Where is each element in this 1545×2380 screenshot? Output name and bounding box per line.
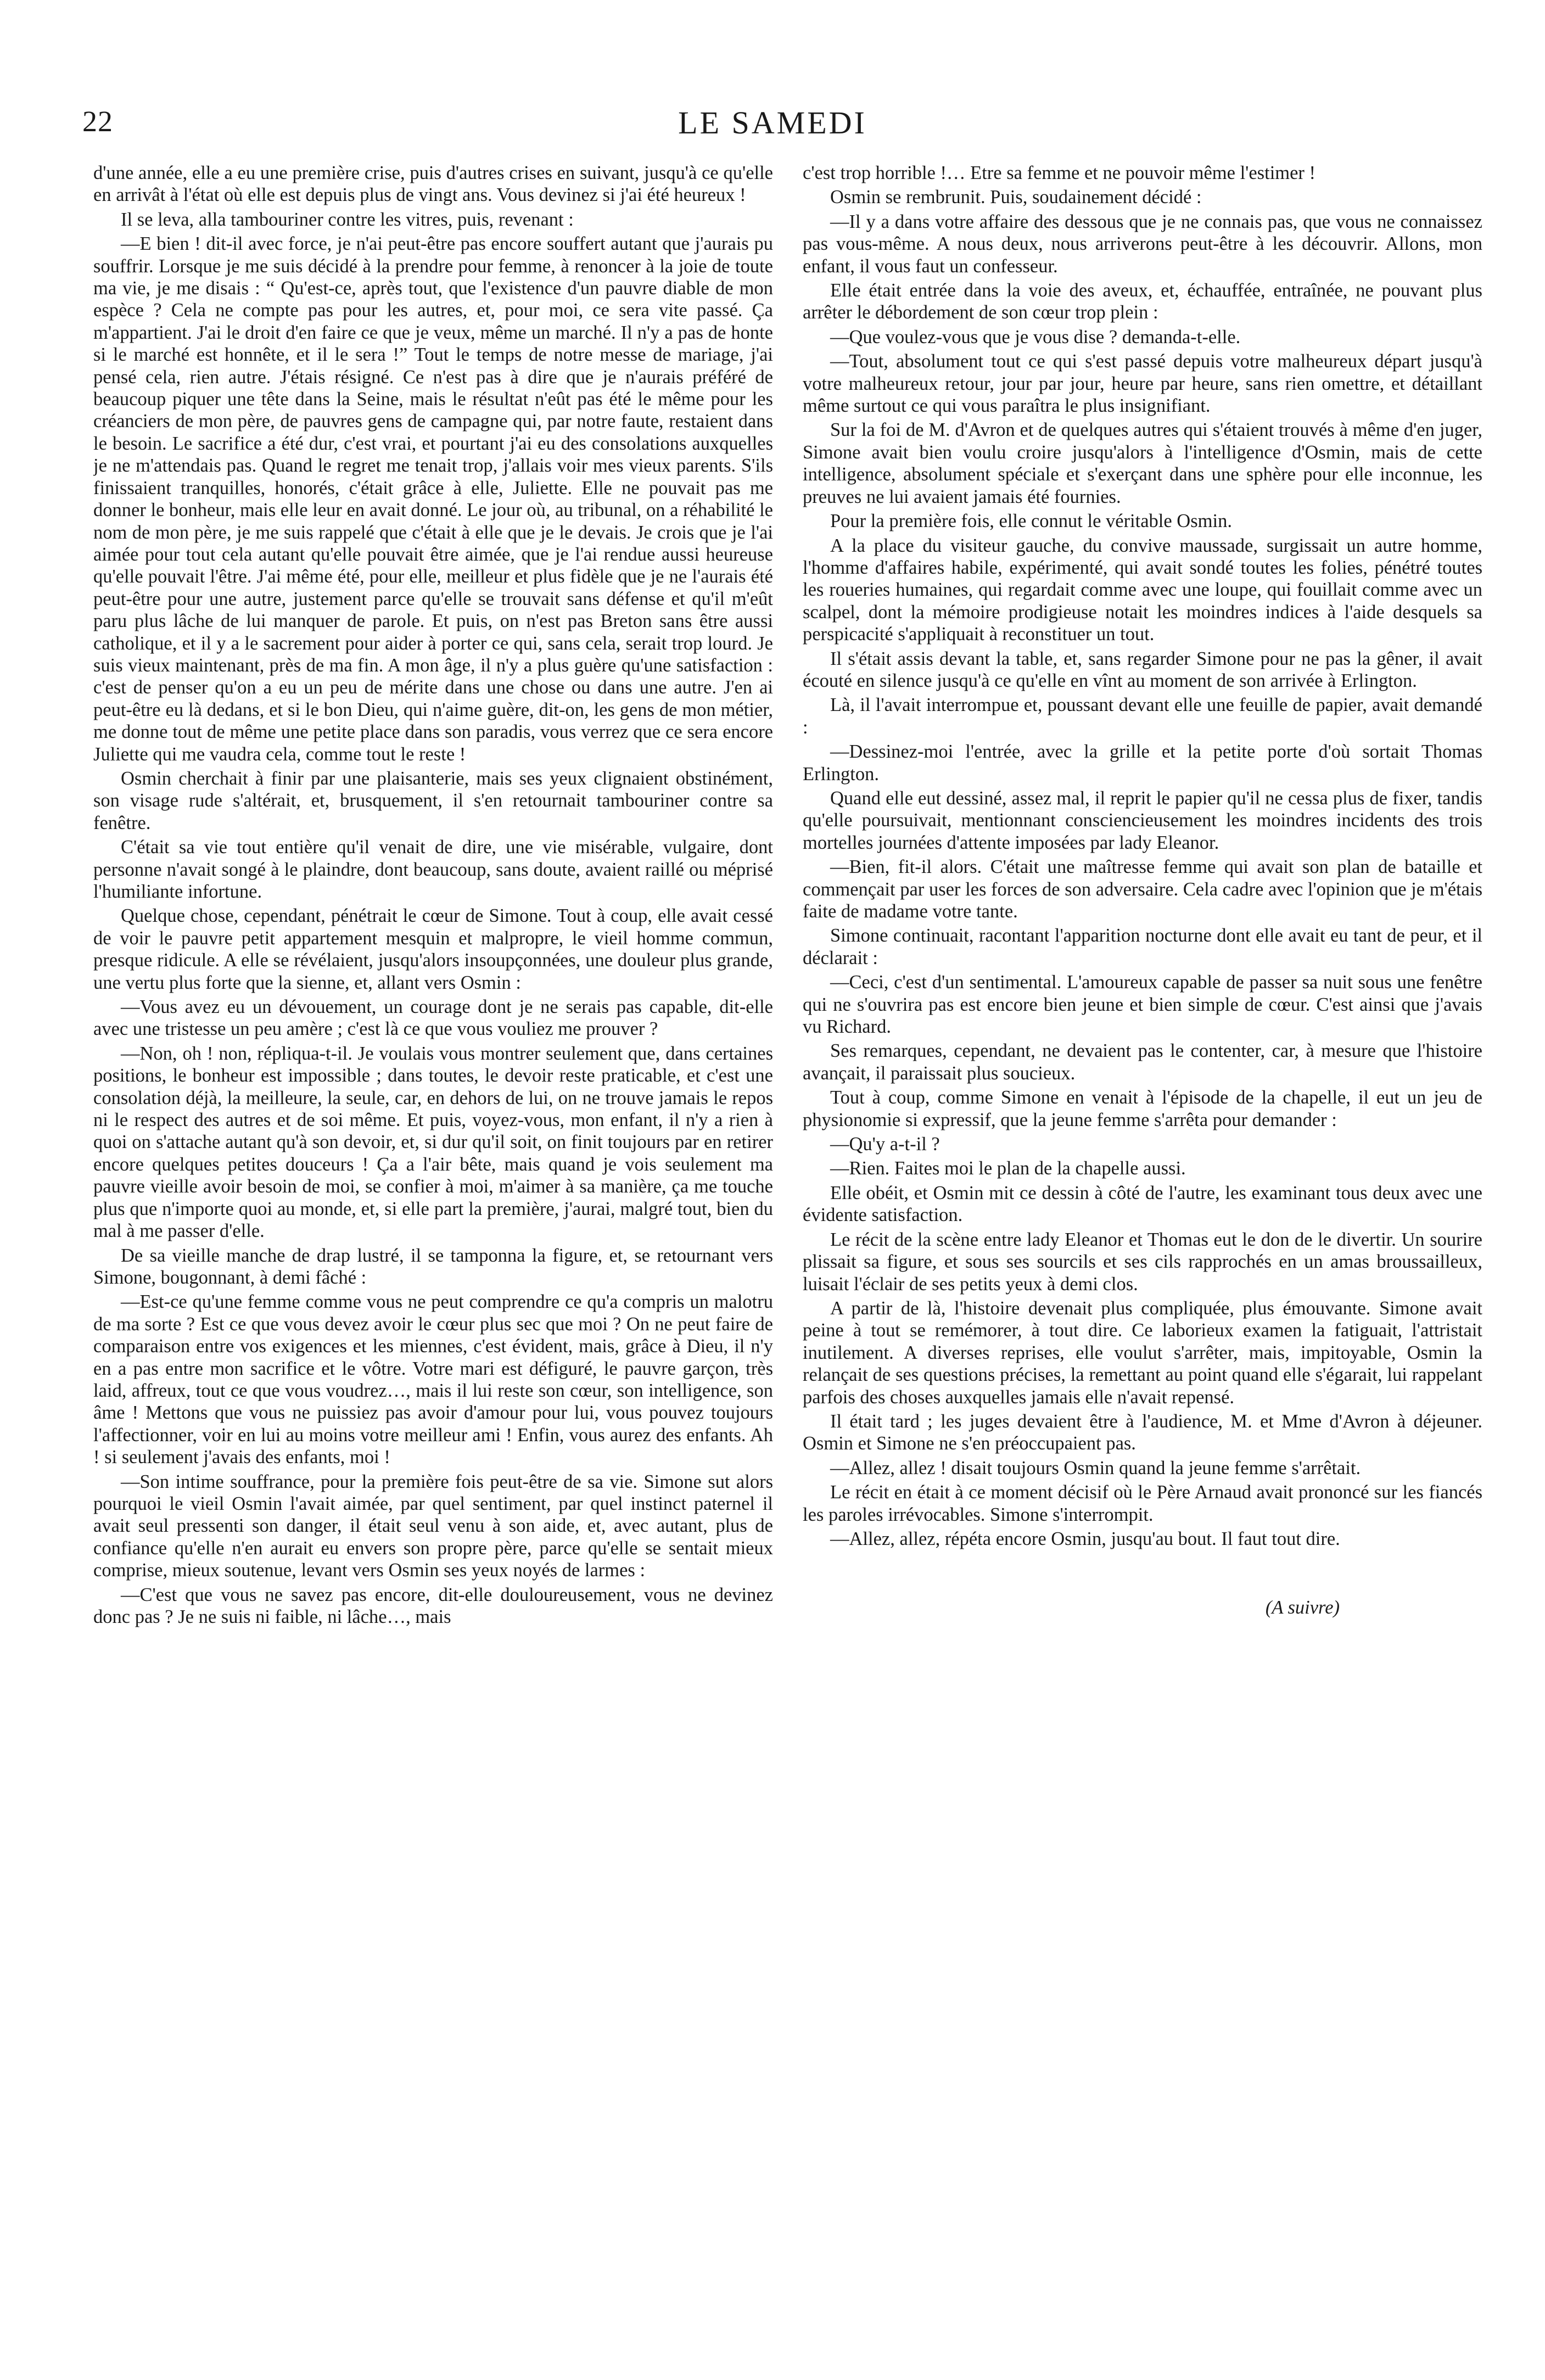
- paragraph: Pour la première fois, elle connut le véritable Osmin.: [830, 511, 1232, 532]
- paragraph: —Vous avez eu un dévouement, un courage dont je ne serais pas capable, dit-elle avec une tristesse un peu amère ; c'est là ce que vous vouliez me prouver ?: [93, 996, 773, 1040]
- paragraph: Là, il l'avait interrompue et, poussant devant elle une feuille de papier, avait demandé :: [803, 695, 1482, 738]
- paragraph: Elle était entrée dans la voie des aveux, et, échauffée, entraînée, ne pouvant plus arrêter le débordement de son cœur trop plein :: [803, 280, 1482, 323]
- paragraph: —Qu'y a-t-il ?: [830, 1134, 940, 1155]
- page-number: 22: [82, 105, 113, 138]
- paragraph: A partir de là, l'histoire devenait plus compliquée, plus émouvante. Simone avait peine à tout se remémorer, à tout dire. Ce laborieux examen la fatiguait, l'attristait inutilement. A diverses reprises, elle voulut s'arrêter, mais, impitoyable, Osmin la relançait de ses questions précises, la remettant au point quand elle s'égarait, lui rappelant parfois des choses auxquelles jamais elle n'avait repensé.: [803, 1297, 1482, 1408]
- paragraph: Le récit de la scène entre lady Eleanor et Thomas eut le don de le divertir. Un sourire plissait sa figure, et sous ses sourcils et ses cils rapprochés en un amas broussailleux, luisait l'éclair de ses petits yeux à demi clos.: [803, 1229, 1482, 1295]
- left-column: [93, 162, 773, 2331]
- paragraph: —Il y a dans votre affaire des dessous que je ne connais pas, que vous ne connaissez pas vous-même. A nous deux, nous arriverons peut-être à les découvrir. Allons, mon enfant, il vous faut un confesseur.: [803, 211, 1482, 277]
- paragraph: —Bien, fit-il alors. C'était une maîtresse femme qui avait son plan de bataille et commençait par user les forces de son adversaire. Cela cadre avec l'opinion que je m'étais faite de madame votre tante.: [803, 856, 1482, 922]
- paragraph: Osmin cherchait à finir par une plaisanterie, mais ses yeux clignaient obstinément, son visage rude s'altérait, et, brusquement, il s'en retournait tambouriner contre sa fenêtre.: [93, 768, 773, 833]
- paragraph: c'est trop horrible !… Etre sa femme et ne pouvoir même l'estimer !: [803, 163, 1316, 183]
- paragraph: d'une année, elle a eu une première crise, puis d'autres crises en suivant, jusqu'à ce qu'elle en arrivât à l'état où elle est depuis plus de vingt ans. Vous devinez si j'ai été heureux !: [93, 163, 773, 206]
- paragraph: —Non, oh ! non, répliqua-t-il. Je voulais vous montrer seulement que, dans certaines positions, le bonheur est impossible ; dans toutes, le devoir reste praticable, et c'est une consolation déjà, la meilleure, la seule, car, en dehors de lui, on ne trouve jamais le repos ni le respect des autres et de soi même. Et puis, voyez-vous, mon enfant, il n'y a rien à quoi on s'attache autant qu'à son devoir, et, si dur qu'il soit, on finit toujours par en retirer encore quelques petites douceurs ! Ça a l'air bête, mais quand je vois seulement ma pauvre vieille avoir besoin de moi, se confier à moi, m'aimer à sa manière, ça me touche plus que n'importe quoi au monde, et, si elle part la première, j'aurai, malgré tout, bien du mal à me passer d'elle.: [93, 1043, 773, 1242]
- paragraph: C'était sa vie tout entière qu'il venait de dire, une vie misérable, vulgaire, dont personne n'avait songé à le plaindre, dont beaucoup, sans doute, avaient raillé ou méprisé l'humiliante infortune.: [93, 837, 773, 902]
- paragraph: Osmin se rembrunit. Puis, soudainement décidé :: [830, 187, 1202, 208]
- page-header: [82, 104, 1463, 154]
- to-be-continued: (A suivre): [1265, 1597, 1340, 1619]
- paragraph: Quand elle eut dessiné, assez mal, il reprit le papier qu'il ne cessa plus de fixer, tandis qu'elle poursuivait, mentionnant consciencieusement les moindres incidents des trois mortelles journées d'attente imposées par lady Eleanor.: [803, 787, 1482, 853]
- paragraph: Tout à coup, comme Simone en venait à l'épisode de la chapelle, il eut un jeu de physionomie si expressif, que la jeune femme s'arrêta pour demander :: [803, 1087, 1482, 1130]
- paragraph: Sur la foi de M. d'Avron et de quelques autres qui s'étaient trouvés à même d'en juger, Simone avait bien voulu croire jusqu'alors à l'intelligence d'Osmin, mais de cette intelligence, absolument spéciale et s'exerçant dans une sphère pour elle inconnue, les preuves ne lui avaient jamais été fournies.: [803, 419, 1482, 507]
- paragraph: Il s'était assis devant la table, et, sans regarder Simone pour ne pas la gêner, il avait écouté en silence jusqu'à ce qu'elle en vînt au moment de son arrivée à Erlington.: [803, 648, 1482, 691]
- paragraph: —Que voulez-vous que je vous dise ? demanda-t-elle.: [830, 326, 1241, 348]
- paragraph: —Tout, absolument tout ce qui s'est passé depuis votre malheureux départ jusqu'à votre malheureux retour, jour par jour, heure par heure, sans rien omettre, et détaillant même surtout ce qui vous paraîtra le plus insignifiant.: [803, 351, 1482, 417]
- paragraph: —Ceci, c'est d'un sentimental. L'amoureux capable de passer sa nuit sous une fenêtre qui ne s'ouvrira pas est encore bien jeune et bien simple de cœur. C'est ainsi que j'avais vu Richard.: [803, 972, 1482, 1038]
- paragraph: —C'est que vous ne savez pas encore, dit-elle douloureusement, vous ne devinez donc pas ? Je ne suis ni faible, ni lâche…, mais: [93, 1584, 773, 1627]
- paragraph: Le récit en était à ce moment décisif où le Père Arnaud avait prononcé sur les fiancés les paroles irrévocables. Simone s'interrompit.: [803, 1482, 1482, 1525]
- right-column: [803, 162, 1482, 2331]
- paragraph: Il était tard ; les juges devaient être à l'audience, M. et Mme d'Avron à déjeuner. Osmin et Simone ne s'en préoccupaient pas.: [803, 1410, 1482, 1454]
- paragraph: A la place du visiteur gauche, du convive maussade, surgissait un autre homme, l'homme d'affaires habile, expérimenté, qui avait sondé toutes les folies, pénétré toutes les roueries humaines, qui regardait comme avec une loupe, qui fouillait comme avec un scalpel, dont la mémoire prodigieuse notait les moindres indices à l'aide desquels sa perspicacité s'appliquait à reconstituer un tout.: [803, 535, 1482, 645]
- paragraph: Ses remarques, cependant, ne devaient pas le contenter, car, à mesure que l'histoire avançait, il paraissait plus soucieux.: [803, 1040, 1482, 1084]
- paragraph: —Allez, allez ! disait toujours Osmin quand la jeune femme s'arrêtait.: [830, 1457, 1361, 1479]
- paragraph: —Allez, allez, répéta encore Osmin, jusqu'au bout. Il faut tout dire.: [830, 1528, 1340, 1549]
- paragraph: Il se leva, alla tambouriner contre les vitres, puis, revenant :: [121, 209, 574, 230]
- paragraph: —Dessinez-moi l'entrée, avec la grille et la petite porte d'où sortait Thomas Erlington.: [803, 741, 1482, 785]
- paragraph: Elle obéit, et Osmin mit ce dessin à côté de l'autre, les examinant tous deux avec une évidente satisfaction.: [803, 1182, 1482, 1226]
- paragraph: —E bien ! dit-il avec force, je n'ai peut-être pas encore souffert autant que j'aurais pu souffrir. Lorsque je me suis décidé à la prendre pour femme, à renoncer à la joie de toute ma vie, je me disais : “ Qu'est-ce, après tout, que l'existence d'un pauvre diable de mon espèce ? Cela ne compte pas pour les autres, et, pour moi, ce sera vite passé. Ça m'appartient. J'ai le droit d'en faire ce que je veux, même un marché. Il n'y a pas de honte si le marché est honnête, et il le sera !” Tout le temps de notre messe de mariage, j'ai pensé cela, rien autre. J'étais résigné. Ce n'est pas à dire que je n'aurais préféré de beaucoup piquer une tête dans la Seine, mais le résultat n'eût pas été le même pour les créanciers de mon père, de pauvres gens de campagne qui, par notre faute, restaient dans le besoin. Le sacrifice a été dur, c'est vrai, et pourtant j'ai eu des consolations auxquelles je ne m'attendais pas. Quand le regret me tenait trop, j'allais voir mes vieux parents. S'ils finissaient tranquilles, honorés, c'était grâce à elle, Juliette. Elle ne pouvait pas me donner le bonheur, mais elle leur en avait donné. Le jour où, au tribunal, on a réhabilité le nom de mon père, je me suis rappelé que c'était à elle que je le devais. Je crois que je l'ai aimée pour tout cela autant qu'elle pouvait être aimée, que je l'ai rendue aussi heureuse qu'elle pouvait l'être. J'ai même été, pour elle, meilleur et plus fidèle que je ne l'aurais été peut-être pour une autre, justement parce qu'elle se trouvait sans défense et qu'il m'eût paru plus lâche de lui manquer de parole. Et puis, on n'est pas Breton sans être aussi catholique, et il y a le sacrement pour aider à porter ce qui, sans cela, serait trop lourd. Je suis vieux maintenant, près de ma fin. A mon âge, il n'y a plus guère qu'une satisfaction : c'est de penser qu'on a eu un peu de mérite dans une chose ou dans une autre. J'en ai peut-être eu là dedans, et si le bon Dieu, qui n'aime guère, dit-on, les gens de mon métier, me donne tout de même une petite place dans son paradis, vous verrez que ce sera encore Juliette qui me vaudra cela, comme tout le reste !: [93, 233, 773, 765]
- paragraph: —Son intime souffrance, pour la première fois peut-être de sa vie. Simone sut alors pourquoi le vieil Osmin l'avait aimée, par quel sentiment, par quel instinct paternel il avait seul pressenti son danger, il était seul venu à son aide, et, avec autant, plus de confiance qu'elle n'en aurait eu envers son propre père, parce qu'elle se sentait mieux comprise, mieux soutenue, levant vers Osmin ses yeux noyés de larmes :: [93, 1471, 773, 1581]
- journal-title: LE SAMEDI: [678, 105, 867, 141]
- paragraph: —Rien. Faites moi le plan de la chapelle aussi.: [830, 1158, 1186, 1179]
- paragraph: Simone continuait, racontant l'apparition nocturne dont elle avait eu tant de peur, et il déclarait :: [803, 925, 1482, 968]
- paragraph: Quelque chose, cependant, pénétrait le cœur de Simone. Tout à coup, elle avait cessé de voir le pauvre petit appartement mesquin et malpropre, le vieil homme commun, presque ridicule. A elle se révélaient, jusqu'alors insoupçonnées, une douleur plus grande, une vertu plus forte que la sienne, et, allant vers Osmin :: [93, 905, 773, 993]
- paragraph: —Est-ce qu'une femme comme vous ne peut comprendre ce qu'a compris un malotru de ma sorte ? Est ce que vous devez avoir le cœur plus sec que moi ? On ne peut faire de comparaison entre vos exigences et les miennes, c'est évident, mais, grâce à Dieu, il n'y en a pas entre mon sacrifice et le vôtre. Votre mari est défiguré, le pauvre garçon, très laid, affreux, tout ce que vous voudrez…, mais il lui reste son cœur, son intelligence, son âme ! Mettons que vous ne puissiez pas avoir d'amour pour lui, vous pouvez toujours l'affectionner, voir en lui au moins votre meilleur ami ! Enfin, vous aurez des enfants. Ah ! si seulement j'avais des enfants, moi !: [93, 1291, 773, 1468]
- paragraph: De sa vieille manche de drap lustré, il se tamponna la figure, et, se retournant vers Simone, bougonnant, à demi fâché :: [93, 1245, 773, 1288]
